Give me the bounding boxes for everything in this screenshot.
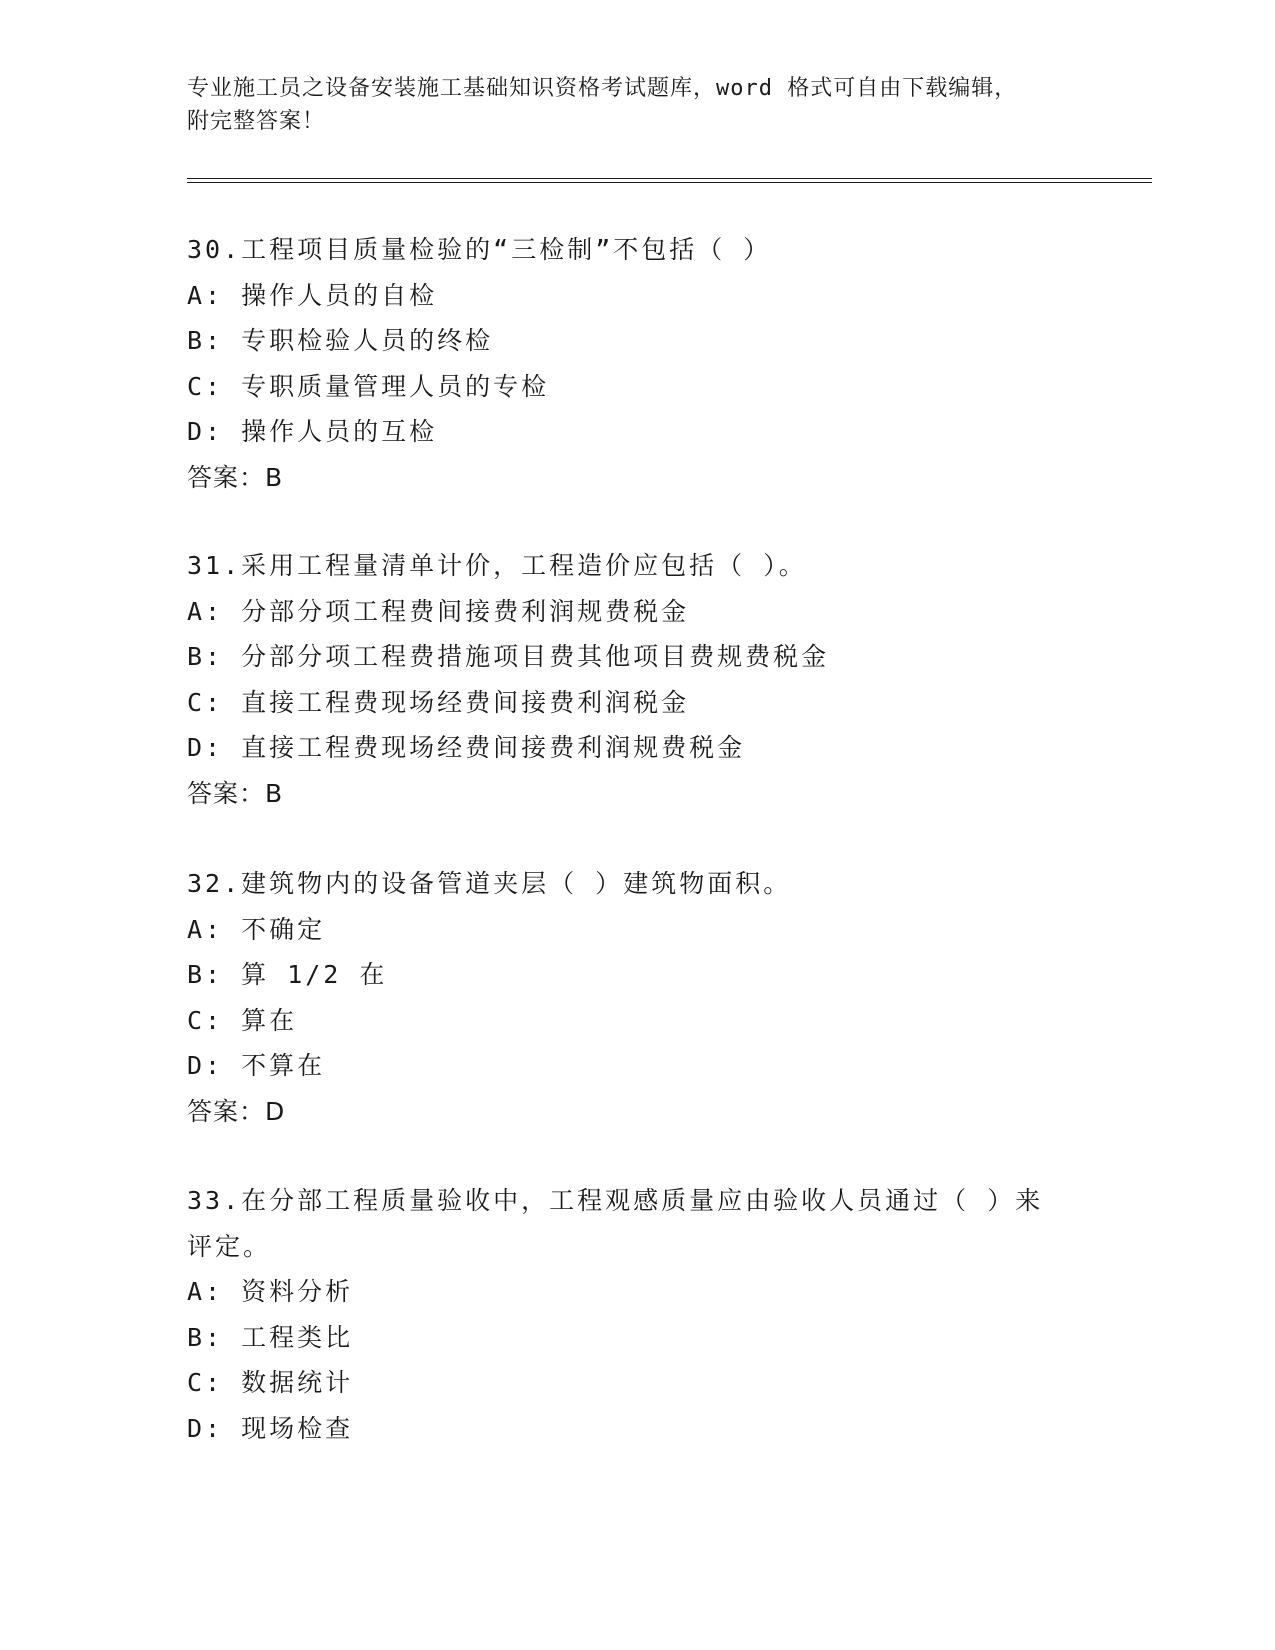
- option-a: A: 操作人员的自检: [187, 280, 438, 310]
- document-header: [187, 72, 1087, 138]
- answer-label: 答案：B: [187, 462, 284, 492]
- question-stem: 33.在分部工程质量验收中，工程观感质量应由验收人员通过（ ）来评定。: [187, 1186, 1044, 1261]
- question-stem: 32.建筑物内的设备管道夹层（ ）建筑物面积。: [187, 869, 792, 898]
- header-line-2: 附完整答案！: [187, 109, 326, 134]
- question-31: [187, 543, 1087, 816]
- question-stem: 31.采用工程量清单计价，工程造价应包括（ ）。: [187, 551, 807, 580]
- question-33: [187, 1178, 1087, 1451]
- option-c: C: 数据统计: [187, 1368, 354, 1397]
- option-b: B: 专职检验人员的终检: [187, 326, 494, 355]
- question-32: [187, 861, 1087, 1134]
- option-c: C: 直接工程费现场经费间接费利润税金: [187, 687, 690, 717]
- option-b: B: 算 1/2 在: [187, 960, 388, 989]
- option-a: A: 资料分析: [187, 1277, 354, 1306]
- header-divider-bottom: [187, 182, 1152, 183]
- option-a: A: 不确定: [187, 914, 326, 944]
- answer-label: 答案：B: [187, 778, 284, 808]
- option-a: A: 分部分项工程费间接费利润规费税金: [187, 596, 690, 626]
- option-d: D: 不算在: [187, 1051, 326, 1080]
- option-d: D: 直接工程费现场经费间接费利润规费税金: [187, 733, 746, 762]
- question-30: [187, 227, 1087, 500]
- option-c: C: 专职质量管理人员的专检: [187, 371, 550, 401]
- header-line-1: 专业施工员之设备安装施工基础知识资格考试题库，word 格式可自由下载编辑，: [187, 76, 1018, 101]
- option-d: D: 操作人员的互检: [187, 417, 438, 446]
- option-c: C: 算在: [187, 1005, 298, 1035]
- option-b: B: 工程类比: [187, 1322, 354, 1352]
- question-stem: 30.工程项目质量检验的“三检制”不包括（ ）: [187, 235, 772, 264]
- header-divider-top: [187, 178, 1152, 179]
- answer-label: 答案：D: [187, 1096, 286, 1126]
- option-b: B: 分部分项工程费措施项目费其他项目费规费税金: [187, 642, 830, 671]
- option-d: D: 现场检查: [187, 1413, 354, 1443]
